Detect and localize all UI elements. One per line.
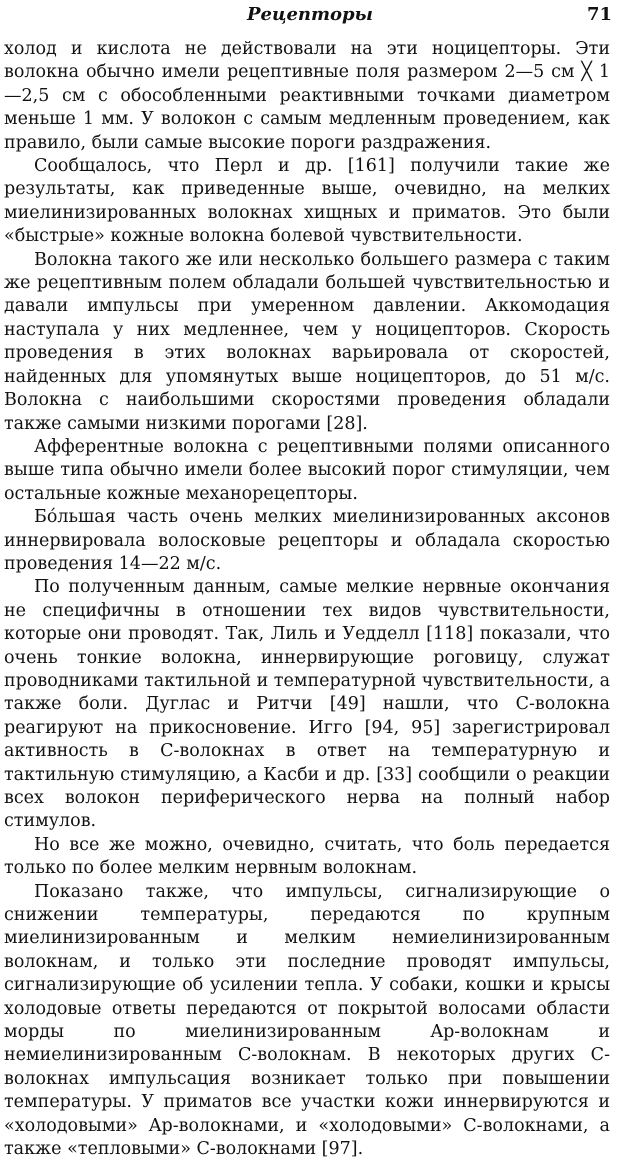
body-text xyxy=(4,38,610,1162)
paragraph: По полученным данным, самые мелкие нервные окончания не специфичны в отношении тех видов чувствительности, которые они проводят. Так, Лиль и Уедделл [118] показали, что очень тонкие волокна, иннервирующие роговицу, служат проводниками тактильной и температурной чувствительности, а также боли. Дуглас и Ритчи [49] нашли, что С-волокна реагируют на прикосновение. Игго [94, 95] зарегистрировал активность в С-волокнах в ответ на температурную и тактильную стимуляцию, а Касби и др. [33] сообщили о реакции всех волокон периферического нерва на полный набор стимулов. xyxy=(4,577,611,832)
paragraph: Сообщалось, что Перл и др. [161] получили такие же результаты, как приведенные выше, очевидно, на мелких миелинизированных волокнах хищных и приматов. Это были «быстрые» кожные волокна болевой чувствительности. xyxy=(4,156,610,247)
paragraph: Афферентные волокна с рецептивными полями описанного выше типа обычно имели более высокий порог стимуляции, чем остальные кожные механорецепторы. xyxy=(4,436,610,504)
paragraph: Бо́льшая часть очень мелких миелинизированных аксонов иннервировала волосковые рецепторы и обладала скоростью проведения 14—22 м/с. xyxy=(4,507,610,574)
running-title: Рецепторы xyxy=(247,4,373,25)
paragraph: Показано также, что импульсы, сигнализирующие о снижении температуры, передаются по крупным миелинизированным и мелким немиелинизированным волокнам, и только эти последние проводят импульсы, сигнализирующие об усилении тепла. У собаки, кошки и крысы холодовые ответы передаются от покрытой волосами области морды по миелинизированным Aр-волокнам и немиелинизированным С-волокнам. В некоторых других С-волокнах импульсация возникает только при повышении температуры. У приматов все участки кожи иннервируются и «холодовыми» Aр-волокнами, и «холодовыми» С-волокнами, а также «тепловыми» С-волокнами [97]. xyxy=(4,881,610,1160)
paragraph: холод и кислота не действовали на эти ноцицепторы. Эти волокна обычно имели рецептивные поля размером 2—5 см ╳ 1—2,5 см с обособленными реактивными точками диаметром меньше 1 мм. У волокон с самым медленным проведением, как правило, были самые высокие пороги раздражения. xyxy=(4,39,610,153)
page-number: 71 xyxy=(586,4,612,25)
paragraph: Волокна такого же или несколько большего размера с таким же рецептивным полем обладали большей чувствительностью и давали импульсы при умеренном давлении. Аккомодация наступала у них медленнее, чем у ноцицепторов. Скорость проведения в этих волокнах варьировала от скоростей, найденных для упомянутых выше ноцицепторов, до 51 м/с. Волокна с наибольшими скоростями проведения обладали также самыми низкими порогами [28]. xyxy=(4,249,610,434)
paragraph: Но все же можно, очевидно, считать, что боль передается только по более мелким нервным волокнам. xyxy=(4,834,610,879)
page-header xyxy=(0,2,620,28)
